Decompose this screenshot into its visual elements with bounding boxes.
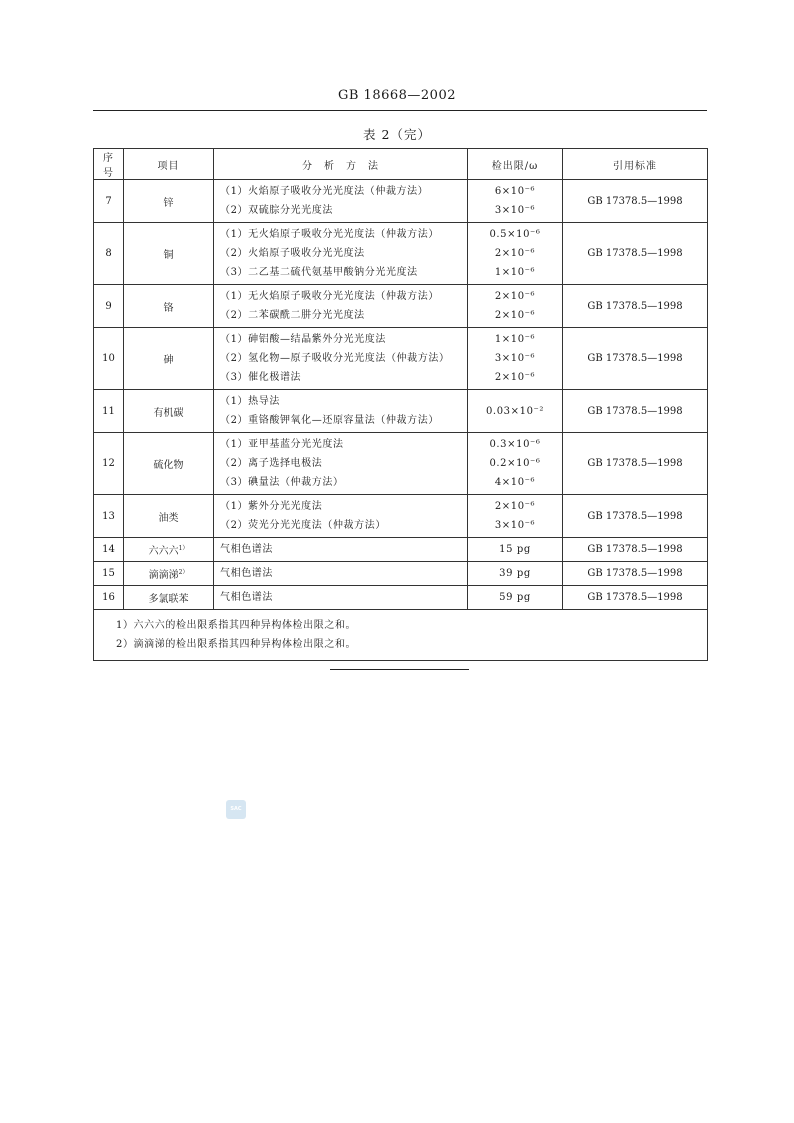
detection-limit-value: 0.3×10⁻⁶ [489,439,541,450]
item-name-cell [124,586,214,610]
method-line: （1）热导法 [220,396,280,407]
notes-cell [94,610,708,661]
reference-standard: GB 17378.5—1998 [563,586,708,610]
table-row [94,495,708,538]
method-line: （2）离子选择电极法 [220,458,323,469]
item-name-cell [124,433,214,495]
method-line: （2）二苯碳酰二肼分光光度法 [220,310,365,321]
column-header-method: 分 析 方 法 [214,149,468,180]
item-name: 铜 [163,250,174,261]
detection-limit-value: 39 pg [499,568,531,579]
table-body [94,180,708,610]
row-number: 10 [94,328,124,390]
method-line: （3）碘量法（仲裁方法） [220,477,344,488]
item-name: 锌 [163,197,174,209]
detection-limit-cell [468,328,563,390]
sac-watermark-logo: SAC [226,800,246,819]
reference-standard: GB 17378.5—1998 [563,390,708,433]
detection-limit-value: 1×10⁻⁶ [494,334,536,345]
column-header-standard: 引用标准 [563,149,708,180]
detection-limit-value: 0.5×10⁻⁶ [489,229,541,240]
table-row [94,562,708,586]
row-number: 8 [94,223,124,285]
table-row [94,180,708,223]
column-header-no: 序号 [94,149,124,180]
reference-standard: GB 17378.5—1998 [563,495,708,538]
reference-standard: GB 17378.5—1998 [563,562,708,586]
detection-limit-cell [468,180,563,223]
table-row [94,538,708,562]
detection-limit-value: 6×10⁻⁶ [494,186,536,197]
detection-limit-cell [468,433,563,495]
detection-limit-cell [468,586,563,610]
row-number: 14 [94,538,124,562]
item-name-cell [124,223,214,285]
detection-limit-value: 15 pg [499,544,531,555]
row-number: 13 [94,495,124,538]
item-name: 滴滴涕 [148,570,179,581]
notes-row [94,610,708,661]
table-row [94,223,708,285]
method-line: （2）氢化物—原子吸收分光光度法（仲裁方法） [220,353,450,364]
item-name-cell [124,285,214,328]
reference-standard: GB 17378.5—1998 [563,285,708,328]
standard-code-header: GB 18668—2002 [337,88,456,103]
method-cell [214,180,468,223]
column-header-item: 项目 [124,149,214,180]
detection-limit-value: 2×10⁻⁶ [494,372,536,383]
method-line: （2）火焰原子吸收分光光度法 [220,248,365,259]
method-cell [214,433,468,495]
method-cell [214,390,468,433]
row-number: 16 [94,586,124,610]
item-name: 硫化物 [153,460,184,471]
footnote: 2）滴滴涕的检出限系指其四种异构体检出限之和。 [116,639,357,650]
detection-limit-value: 3×10⁻⁶ [494,520,536,531]
end-of-document-rule [330,669,469,670]
reference-standard: GB 17378.5—1998 [563,433,708,495]
reference-standard: GB 17378.5—1998 [563,328,708,390]
footnote-marker: 2） [178,569,189,576]
method-line: （1）无火焰原子吸收分光光度法（仲裁方法） [220,229,439,240]
item-name: 油类 [158,512,179,524]
method-line: （3）二乙基二硫代氨基甲酸钠分光光度法 [220,267,418,278]
method-line: 气相色谱法 [220,544,273,555]
method-line: 气相色谱法 [220,568,273,579]
item-name: 六六六 [148,546,179,557]
detection-limit-value: 2×10⁻⁶ [494,501,536,512]
method-line: （3）催化极谱法 [220,372,302,383]
detection-limit-value: 3×10⁻⁶ [494,205,536,216]
table-header-row [94,149,708,180]
detection-limit-value: 2×10⁻⁶ [494,310,536,321]
detection-limit-value: 0.2×10⁻⁶ [489,458,541,469]
reference-standard: GB 17378.5—1998 [563,223,708,285]
method-line: （1）砷铝酸—结晶紫外分光光度法 [220,334,386,345]
method-line: （2）重铬酸钾氧化—还原容量法（仲裁方法） [220,415,439,426]
row-number: 7 [94,180,124,223]
header-rule [93,110,707,111]
method-line: （1）火焰原子吸收分光光度法（仲裁方法） [220,186,429,197]
table-title: 表 2（完） [363,127,431,142]
item-name-cell [124,495,214,538]
detection-limit-cell [468,562,563,586]
detection-limit-value: 3×10⁻⁶ [494,353,536,364]
item-name-cell [124,328,214,390]
table-row [94,328,708,390]
method-cell [214,586,468,610]
table-row [94,433,708,495]
detection-limit-value: 4×10⁻⁶ [494,477,536,488]
reference-standard: GB 17378.5—1998 [563,538,708,562]
detection-limit-value: 2×10⁻⁶ [494,248,536,259]
footnote: 1）六六六的检出限系指其四种异构体检出限之和。 [116,620,357,631]
item-name-cell [124,538,214,562]
method-line: （1）无火焰原子吸收分光光度法（仲裁方法） [220,291,439,302]
detection-limit-cell [468,285,563,328]
row-number: 15 [94,562,124,586]
method-cell [214,495,468,538]
method-cell [214,285,468,328]
detection-limit-cell [468,495,563,538]
item-name: 多氯联苯 [148,594,189,605]
detection-limit-cell [468,223,563,285]
item-name: 铬 [163,302,174,314]
detection-limit-value: 2×10⁻⁶ [494,291,536,302]
item-name: 有机碳 [153,407,184,419]
method-cell [214,538,468,562]
row-number: 12 [94,433,124,495]
row-number: 11 [94,390,124,433]
column-header-limit: 检出限/ω [468,149,563,180]
item-name-cell [124,562,214,586]
detection-methods-table [93,148,708,661]
method-cell [214,562,468,586]
detection-limit-cell [468,390,563,433]
method-line: （2）荧光分光光度法（仲裁方法） [220,520,386,531]
item-name-cell [124,180,214,223]
detection-limit-value: 0.03×10⁻² [485,405,545,417]
footnote-marker: 1） [178,545,189,552]
item-name-cell [124,390,214,433]
method-line: （1）亚甲基蓝分光光度法 [220,439,344,450]
item-name: 砷 [163,355,174,366]
detection-limit-cell [468,538,563,562]
method-line: （2）双硫腙分光光度法 [220,205,333,216]
table-row [94,586,708,610]
table-row [94,285,708,328]
method-cell [214,328,468,390]
method-line: 气相色谱法 [220,592,273,603]
detection-limit-value: 1×10⁻⁶ [494,267,536,278]
method-cell [214,223,468,285]
row-number: 9 [94,285,124,328]
detection-limit-value: 59 pg [499,592,531,603]
method-line: （1）紫外分光光度法 [220,501,323,512]
table-row [94,390,708,433]
reference-standard: GB 17378.5—1998 [563,180,708,223]
